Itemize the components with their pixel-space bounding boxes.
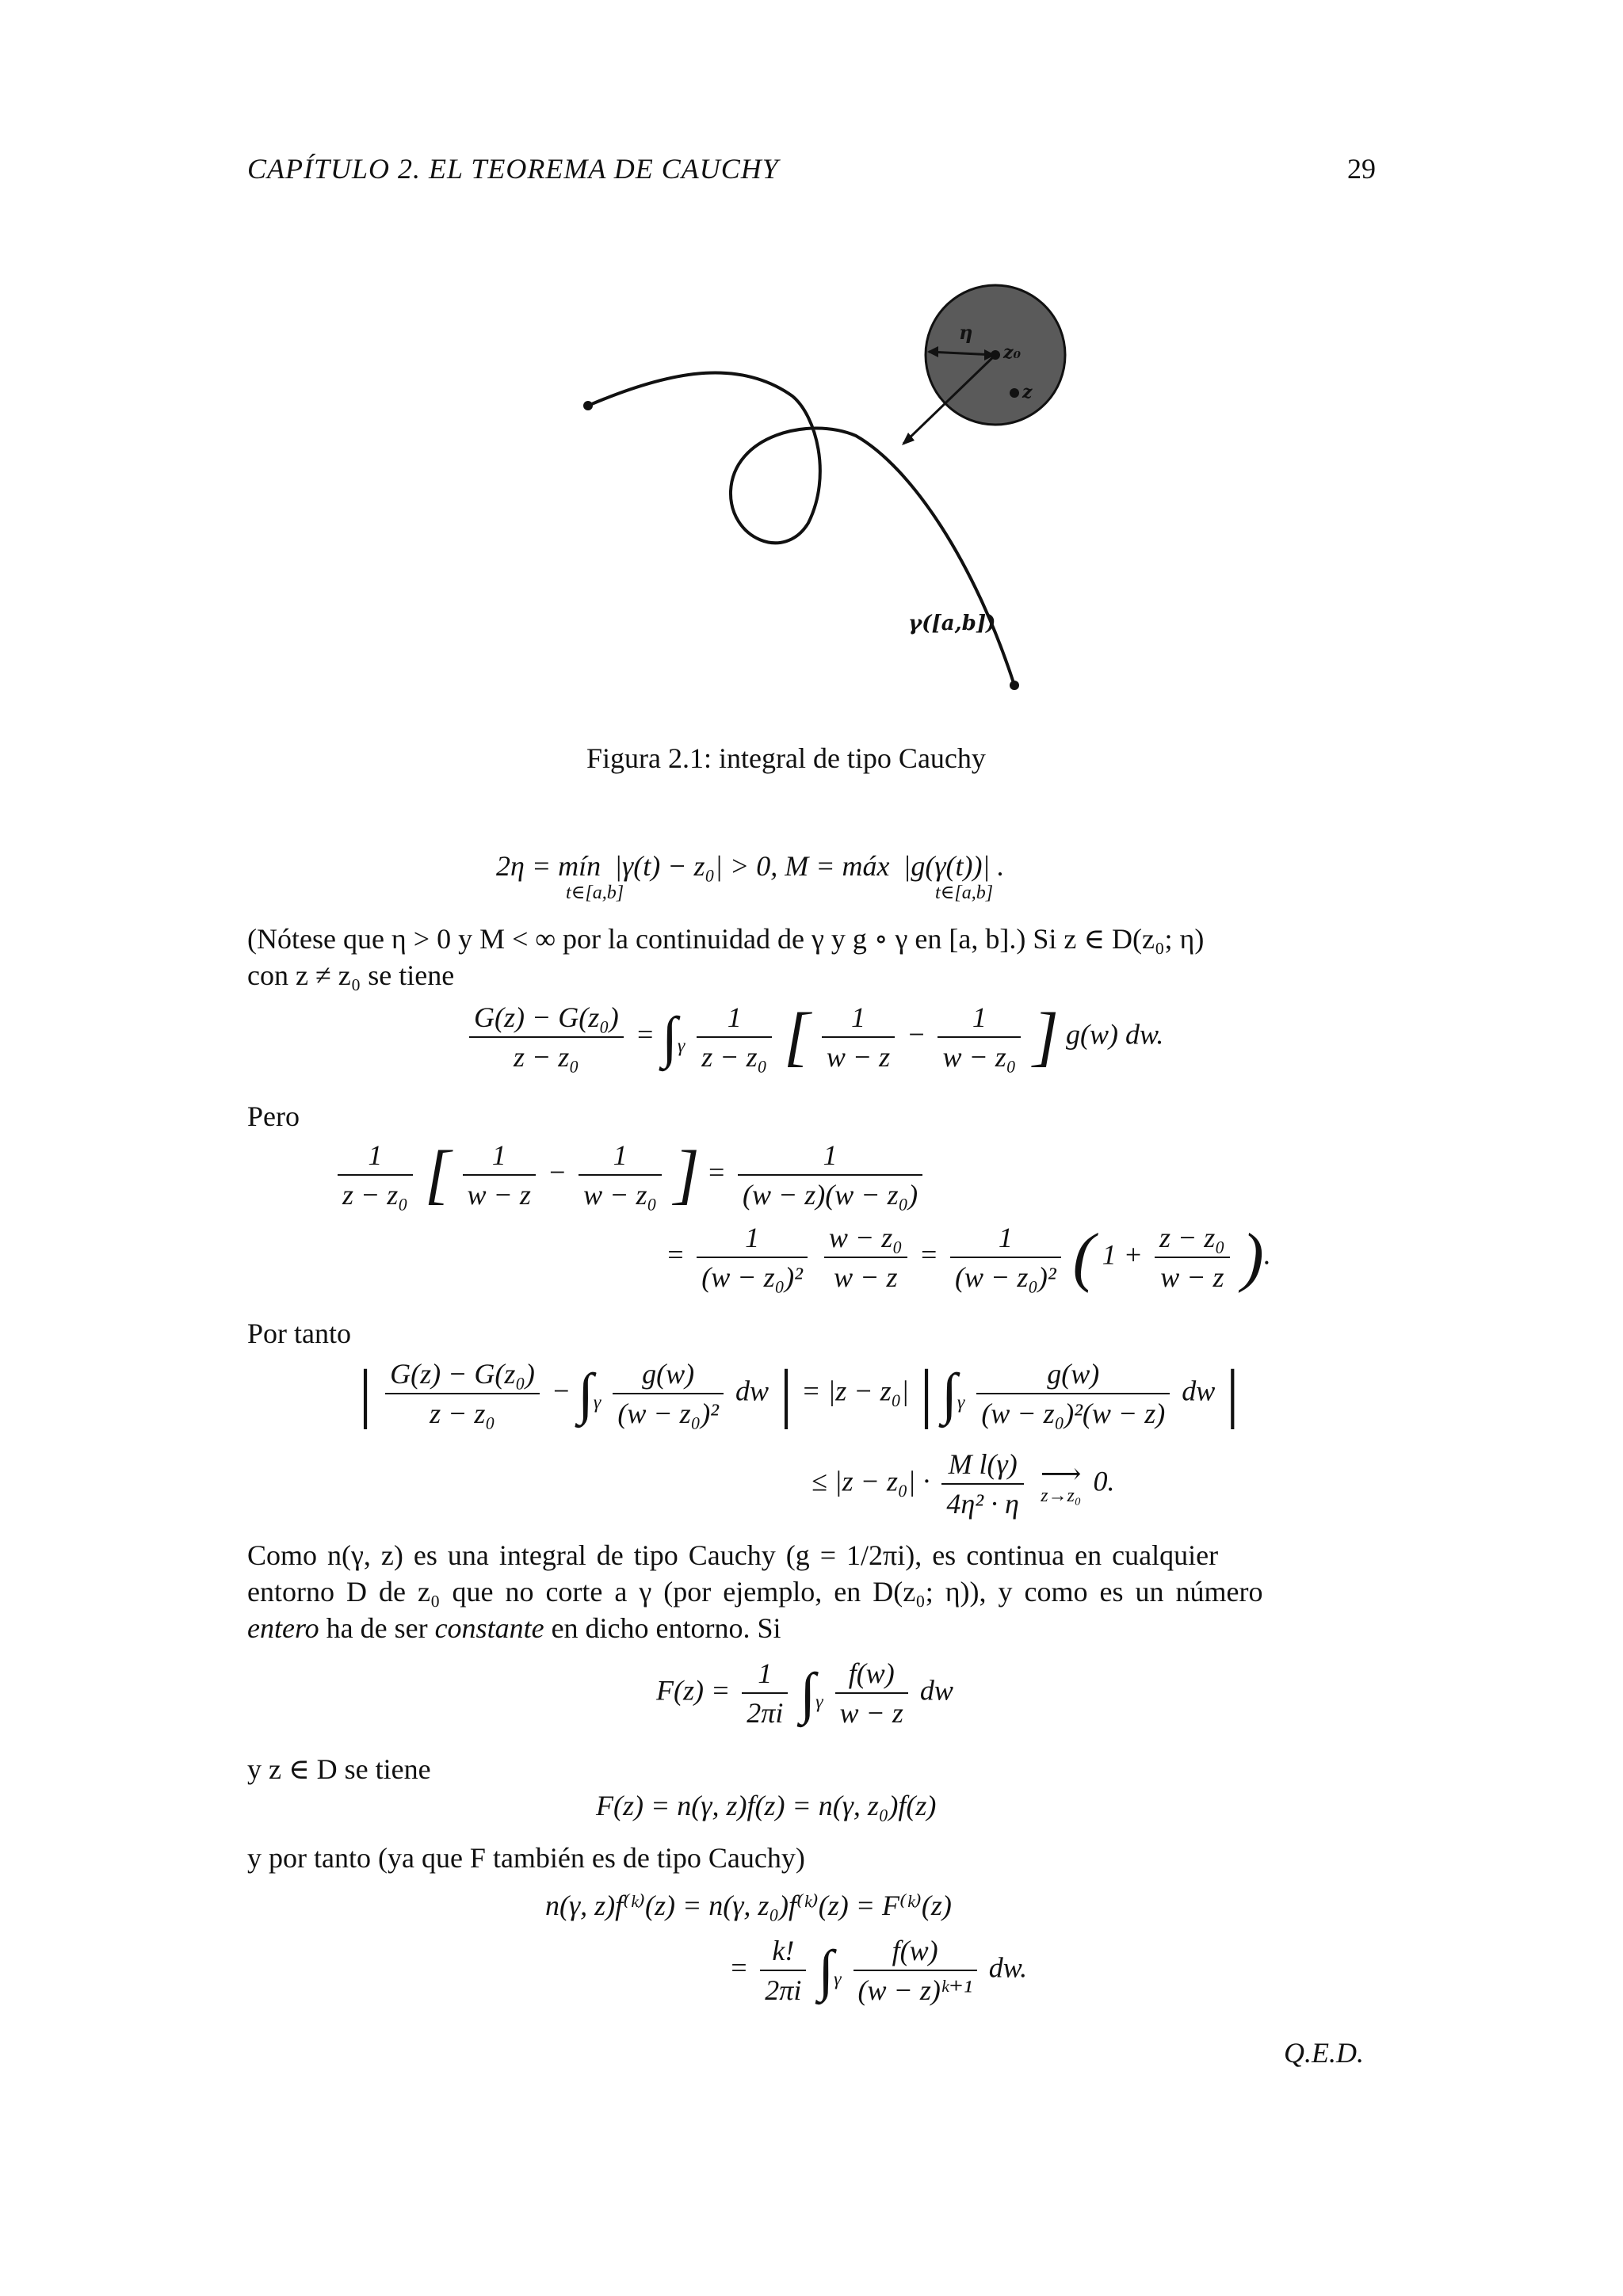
eq4-mid: = |z − z₀|: [801, 1375, 910, 1407]
label-eta: η: [959, 321, 973, 344]
label-z: z: [1022, 382, 1033, 402]
eq3-frac-b: $\frac{1}{w - z}$: [463, 1138, 536, 1212]
equation-derivative-line2: [729, 1933, 1027, 2008]
eq4-abs2-open: |: [916, 1356, 935, 1430]
eq3-one-plus: 1 +: [1102, 1238, 1143, 1271]
eq7-integral: ∫: [818, 1939, 834, 2002]
eq7-frac-1: $\frac{k!}{2\pi i}$: [760, 1933, 806, 2008]
eq2-bracket-open: [: [784, 1000, 810, 1074]
eq4-limit-value: 0.: [1093, 1465, 1115, 1497]
eq4-abs-open: |: [355, 1356, 374, 1430]
eq4-int1-sub: γ: [593, 1392, 601, 1413]
point-z: [1010, 388, 1019, 398]
eq4-abs-close: |: [776, 1356, 795, 1430]
eq4-minus: −: [551, 1375, 571, 1407]
eq1-rhs: |g(γ(t))| .: [903, 850, 1005, 882]
word-entero: entero: [247, 1612, 319, 1644]
label-z0: z₀: [1003, 342, 1022, 363]
eq4-frac-bound: $\frac{\text{M l(γ)}}{\text{4η² · η}}$: [941, 1447, 1024, 1521]
equation-derivative-line1: n(γ, z)f⁽ᵏ⁾(z) = n(γ, z₀)f⁽ᵏ⁾(z) = F⁽ᵏ⁾(z): [545, 1890, 952, 1921]
eq2-equals: =: [635, 1018, 655, 1051]
para2-line3-b: ha de ser: [319, 1612, 435, 1644]
eq3-equals-3: =: [918, 1238, 939, 1271]
figure-cauchy: [555, 238, 1109, 713]
eq4-dw-2: dw: [1182, 1375, 1216, 1407]
eq2-frac-1: $\frac{1}{\text{z − z₀}}$: [697, 1000, 772, 1074]
eq3-frac-r2a: $\frac{1}{\text{(w − z₀)²}}$: [697, 1220, 808, 1295]
eq3-period: .: [1263, 1238, 1271, 1271]
running-title: CAPÍTULO 2. EL TEOREMA DE CAUCHY: [247, 153, 779, 185]
equation-estimate-1: [355, 1356, 1240, 1431]
curve-end-point: [1010, 681, 1019, 690]
eq2-bracket-close: ]: [1033, 1000, 1059, 1074]
para4: y por tanto (ya que F también es de tipo Cauchy): [247, 1842, 805, 1874]
eq3-frac-r1: $\frac{1}{\text{(w − z)(w − z₀)}}$: [738, 1138, 922, 1212]
eq7-frac-2: $\frac{f(w)}{\text{(w − z)ᵏ⁺¹}}$: [854, 1933, 977, 2008]
para2-line2: entorno D de z₀ que no corte a γ (por ejemplo, en D(z₀; η)), y como es un número: [247, 1576, 1263, 1608]
eq4-integral-2: ∫: [941, 1362, 957, 1425]
eq2-frac-lhs: $\frac{\text{G(z) − G(z₀)}}{\text{z − z₀}}$: [469, 1000, 624, 1074]
para2-line3-d: en dicho entorno. Si: [544, 1612, 781, 1644]
eq4-limit-arrow: ⟶ z→z₀: [1040, 1458, 1082, 1506]
eq3-equals-2: =: [666, 1238, 685, 1271]
eq3-bracket-open: [: [424, 1138, 451, 1211]
eq3-equals-1: =: [706, 1156, 726, 1188]
eq3-frac-r2d: $\frac{\text{z − z₀}}{w - z}$: [1155, 1220, 1230, 1295]
eq3-paren-close: ): [1241, 1220, 1264, 1294]
equation-eta-M: [496, 849, 1004, 883]
eq5-integral: ∫: [800, 1661, 816, 1725]
eq3-bracket-close: ]: [674, 1138, 700, 1211]
eq1-mid: |γ(t) − z₀| > 0, M = máx: [614, 850, 890, 882]
eq4-int2-sub: γ: [957, 1392, 965, 1413]
label-gamma-ab: γ([a,b]): [908, 612, 996, 635]
eq3-frac-r2c: $\frac{1}{\text{(w − z₀)²}}$: [950, 1220, 1061, 1295]
eq3-frac-r2b: $\frac{\text{w − z₀}}{w - z}$: [824, 1220, 907, 1295]
page-number: 29: [1347, 153, 1376, 185]
para3: y z ∈ D se tiene: [247, 1753, 431, 1785]
eq3-frac-c: $\frac{1}{\text{w − z₀}}$: [579, 1138, 662, 1212]
eq2-tail: g(w) dw.: [1065, 1018, 1164, 1051]
equation-F-equals-n: F(z) = n(γ, z)f(z) = n(γ, z₀)f(z): [596, 1790, 937, 1821]
figure-drawing: [555, 238, 1109, 713]
para2-line1: Como n(γ, z) es una integral de tipo Cauchy (g = 1/2πi), es continua en cualquier: [247, 1539, 1219, 1571]
eq2-integral: ∫: [662, 1005, 678, 1069]
eq7-int-sub: γ: [834, 1969, 842, 1990]
eq3-frac-a: $\frac{1}{\text{z − z₀}}$: [338, 1138, 413, 1212]
eq1-under-max: t∈[a,b]: [935, 883, 994, 903]
eq5-lhs: F(z) =: [656, 1674, 731, 1707]
eq2-frac-3: $\frac{1}{\text{w − z₀}}$: [938, 1000, 1021, 1074]
curve-gamma: [588, 372, 1014, 685]
eq3-paren-open: (: [1072, 1220, 1095, 1294]
eq1-under-min: t∈[a,b]: [566, 883, 624, 903]
eq2-minus: −: [907, 1018, 926, 1051]
equation-partial-fractions-1: [333, 1138, 927, 1212]
eq4-frac-r-int: $\frac{g(w)}{\text{(w − z₀)²(w − z)}}$: [976, 1356, 1170, 1431]
eq4-frac-l: $\frac{\text{G(z) − G(z₀)}}{\text{z − z₀}}$: [385, 1356, 540, 1431]
eq2-frac-2: $\frac{1}{w - z}$: [822, 1000, 895, 1074]
eq4-line2-pre: ≤ |z − z₀| ·: [812, 1465, 930, 1497]
eq5-tail: dw: [919, 1674, 953, 1707]
figure-caption: Figura 2.1: integral de tipo Cauchy: [586, 742, 986, 774]
curve-start-point: [583, 401, 593, 410]
equation-difference-quotient: [464, 1000, 1163, 1074]
word-constante: constante: [434, 1612, 544, 1644]
para1-line1: (Nótese que η > 0 y M < ∞ por la continuidad de γ y g ∘ γ en [a, b].) Si z ∈ D(z₀; η): [247, 923, 1205, 955]
equation-partial-fractions-2: [666, 1220, 1271, 1295]
equation-F-definition: [656, 1656, 953, 1730]
word-pero: Pero: [247, 1100, 300, 1132]
eq2-int-sub: γ: [677, 1035, 685, 1057]
eq7-equals: =: [729, 1951, 749, 1984]
eq4-abs2-close: |: [1222, 1356, 1241, 1430]
eq7-tail: dw.: [988, 1951, 1028, 1984]
word-por-tanto: Por tanto: [247, 1318, 351, 1349]
eq4-integral-1: ∫: [578, 1362, 594, 1425]
eq3-minus: −: [547, 1156, 567, 1188]
point-z0: [991, 350, 1000, 360]
eq5-frac-1: $\frac{1}{2\pi i}$: [742, 1656, 788, 1730]
eq4-dw-1: dw: [735, 1375, 769, 1407]
eq4-frac-l-int: $\frac{g(w)}{\text{(w − z₀)²}}$: [613, 1356, 724, 1431]
para1-line2: con z ≠ z₀ se tiene: [247, 959, 455, 991]
para2-line3: [247, 1610, 781, 1646]
eq5-int-sub: γ: [815, 1691, 823, 1713]
equation-estimate-2: [812, 1447, 1115, 1521]
qed: Q.E.D.: [1284, 2037, 1364, 2069]
eq5-frac-2: $\frac{f(w)}{w - z}$: [835, 1656, 908, 1730]
eq1-lhs: 2η = mín: [496, 850, 601, 882]
